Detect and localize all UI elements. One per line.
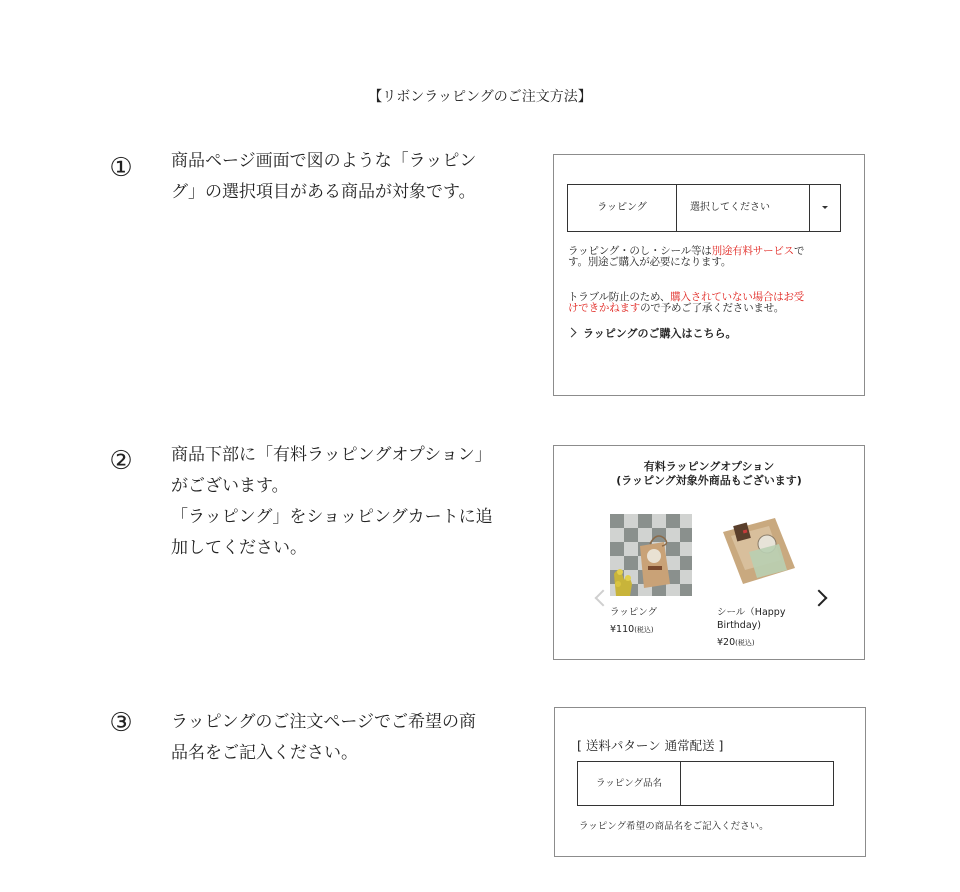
step-text-2 bbox=[171, 440, 516, 564]
field-instruction: ラッピング希望の商品名をご記入ください。 bbox=[579, 821, 769, 832]
product-image-wrapping-bag[interactable] bbox=[610, 514, 692, 596]
product-card-sticker[interactable] bbox=[717, 514, 807, 648]
step-text-line: グ」の選択項目がある商品が対象です。 bbox=[171, 182, 476, 202]
page-title: 【リボンラッピングのご注文方法】 bbox=[368, 89, 592, 105]
shipping-pattern-heading: [ 送料パターン 通常配送 ] bbox=[577, 738, 724, 753]
select-value[interactable]: 選択してください bbox=[690, 202, 770, 213]
carousel-next-arrow-icon[interactable] bbox=[811, 590, 828, 607]
step-text-line: 商品ページ画面で図のような「ラッピン bbox=[171, 151, 477, 171]
options-title bbox=[554, 460, 864, 488]
options-title-line: (ラッピング対象外商品もございます) bbox=[616, 474, 802, 487]
trouble-prevention-note bbox=[568, 292, 804, 314]
step-text-line: 加してください。 bbox=[171, 538, 307, 558]
tax-label: (税込) bbox=[634, 626, 654, 634]
wrapping-purchase-link[interactable] bbox=[568, 325, 737, 341]
price-value: ¥110 bbox=[610, 624, 635, 635]
step-text-1 bbox=[171, 146, 516, 208]
price-value: ¥20 bbox=[717, 637, 736, 648]
paid-wrapping-options-panel bbox=[553, 445, 865, 660]
select-dropdown-button[interactable] bbox=[809, 185, 841, 231]
step-number-1: ① bbox=[109, 153, 133, 183]
wrapping-order-form-panel bbox=[554, 707, 866, 857]
wrapping-item-name-field bbox=[577, 761, 834, 806]
wrapping-item-name-input[interactable] bbox=[682, 762, 832, 805]
product-name[interactable]: ラッピング bbox=[610, 607, 658, 618]
note-text: ので予めご了承くださいませ。 bbox=[640, 302, 784, 314]
step-text-line: 「ラッピング」をショッピングカートに追 bbox=[171, 507, 493, 527]
product-name-continued[interactable]: Birthday) bbox=[717, 620, 761, 631]
step-text-3 bbox=[171, 707, 516, 769]
caret-down-icon bbox=[822, 206, 828, 209]
note-highlight: 購入されていない場合はお受 bbox=[670, 291, 805, 303]
step-text-line: ラッピングのご注文ページでご希望の商 bbox=[171, 712, 476, 732]
tax-label: (税込) bbox=[735, 639, 755, 647]
options-title-line: 有料ラッピングオプション bbox=[643, 460, 775, 473]
note-text: で bbox=[793, 245, 805, 257]
product-price bbox=[717, 637, 807, 648]
paid-service-note bbox=[568, 246, 804, 268]
product-name[interactable]: シール（Happy bbox=[717, 607, 786, 618]
step-text-line: 商品下部に「有料ラッピングオプション」 bbox=[171, 445, 492, 465]
wrapping-select-example-panel bbox=[553, 154, 865, 396]
step-number-3: ③ bbox=[109, 708, 133, 738]
step-number-2: ② bbox=[109, 446, 133, 476]
link-label[interactable]: ラッピングのご購入はこちら。 bbox=[583, 327, 737, 340]
note-text: ラッピング・のし・シール等は bbox=[568, 245, 712, 257]
step-text-line: 品名をご記入ください。 bbox=[171, 743, 358, 763]
carousel-prev-arrow-icon[interactable] bbox=[595, 590, 612, 607]
wrapping-select[interactable] bbox=[567, 184, 841, 232]
note-highlight: 別途有料サービス bbox=[711, 245, 794, 257]
product-image-sticker-box[interactable] bbox=[717, 514, 799, 596]
select-label: ラッピング bbox=[568, 185, 677, 231]
chevron-right-icon bbox=[567, 328, 577, 338]
step-text-line: がございます。 bbox=[171, 476, 289, 496]
note-highlight: けできかねます bbox=[568, 302, 641, 314]
note-text: す。別途ご購入が必要になります。 bbox=[568, 256, 732, 268]
field-label: ラッピング品名 bbox=[578, 762, 681, 805]
product-card-wrapping[interactable] bbox=[610, 514, 700, 635]
product-price bbox=[610, 624, 700, 635]
note-text: トラブル防止のため、 bbox=[568, 291, 671, 303]
